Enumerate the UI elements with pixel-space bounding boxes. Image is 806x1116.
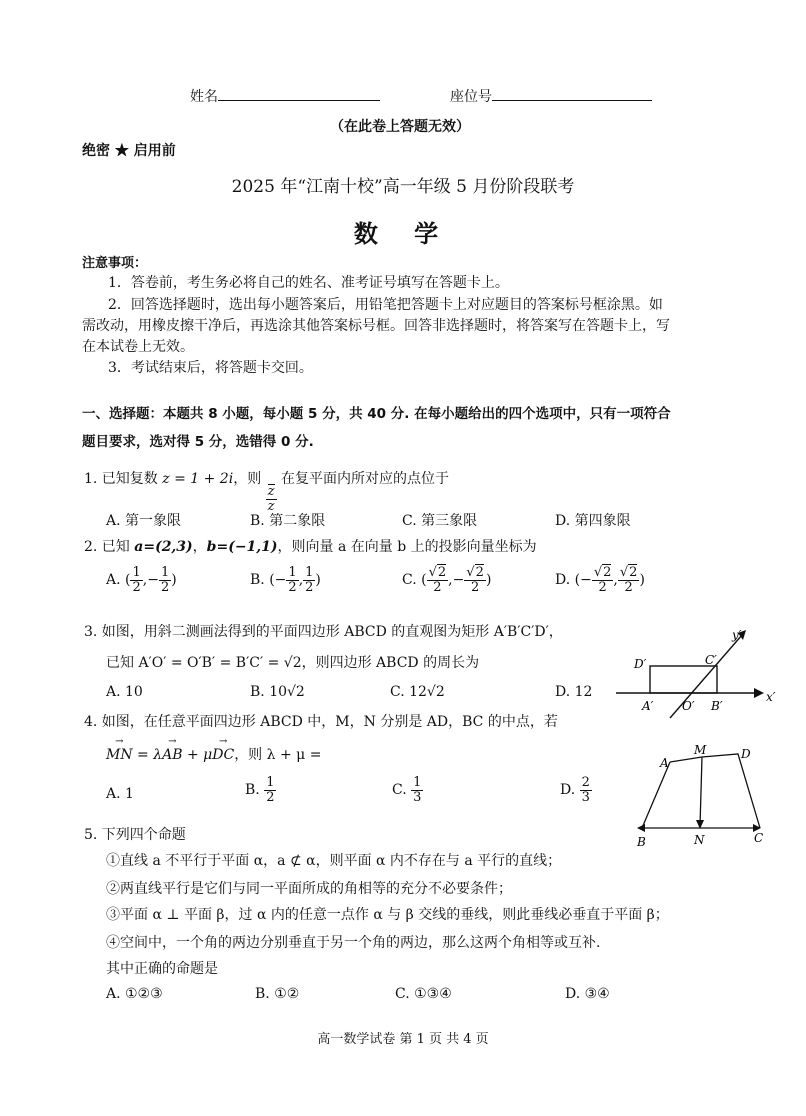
question-3-line1: 3. 如图，用斜二测画法得到的平面四边形 ABCD 的直观图为矩形 A′B′C′D′， [84, 624, 563, 640]
q5-statement: ③平面 α ⊥ 平面 β，过 α 内的任意一点作 α 与 β 交线的垂线，则此垂线必垂直于平面 β； [106, 907, 669, 923]
q1-fraction: $\frac{z}{z}$ [267, 484, 275, 514]
name-blank [218, 86, 380, 101]
q5-statement: ②两直线平行是它们与同一平面所成的角相等的充分不必要条件； [106, 881, 512, 897]
secret-mark: 绝密 ★ 启用前 [82, 143, 176, 159]
q3-option-a[interactable]: A. 10 [106, 684, 143, 700]
rectangle-abcd [650, 666, 717, 693]
q4-option-a[interactable]: A. 1 [106, 786, 134, 802]
label-x: x′ [766, 690, 776, 704]
question-5-title: 5. 下列四个命题 [84, 827, 186, 843]
label-m: M [694, 743, 707, 757]
y-axis [670, 635, 742, 718]
section-heading: 题目要求，选对得 5 分，选错得 0 分. [82, 434, 314, 450]
q1-option-c[interactable]: C. 第三象限 [402, 513, 478, 529]
q3-option-b[interactable]: B. 10√2 [250, 684, 305, 700]
name-label: 姓名 [190, 89, 218, 105]
label-b: B [637, 835, 646, 849]
q1-option-b[interactable]: B. 第二象限 [250, 513, 326, 529]
q4-figure [630, 742, 780, 852]
label-n: N [694, 833, 705, 847]
name-field [190, 86, 380, 106]
label-c: C′ [705, 653, 717, 667]
q2-option-a[interactable]: A. ( $\frac{1}{2}$ ,− $\frac{1}{2}$ ) [106, 565, 177, 595]
q1-option-d[interactable]: D. 第四象限 [555, 513, 631, 529]
side-ab [642, 762, 670, 828]
segment-mn [700, 757, 702, 826]
notice-item: 需改动，用橡皮擦干净后，再选涂其他答案标号框。回答非选择题时，将答案写在答题卡上，写 [82, 318, 670, 334]
arrow-b [637, 824, 645, 832]
question-2: 2. 已知 a=(2,3)，b=(−1,1)，则向量 a 在向量 b 上的投影向量坐标为 [84, 539, 537, 555]
q5-option-d[interactable]: D. ③④ [565, 986, 610, 1002]
q2-option-c[interactable]: C. ( $\frac{√2}{2}$ ,− $\frac{√2}{2}$ ) [402, 565, 492, 595]
q5-option-c[interactable]: C. ①③④ [395, 986, 452, 1002]
q4-option-d[interactable]: D. $\frac{2}{3}$ [560, 775, 590, 805]
quad-top-right [670, 754, 760, 828]
question-4-line1: 4. 如图，在任意平面四边形 ABCD 中，M，N 分别是 AD，BC 的中点，若 [84, 714, 558, 730]
notice-item: 2．回答选择题时，选出每小题答案后，用铅笔把答题卡上对应题目的答案标号框涂黑。如 [108, 297, 663, 313]
x-axis-arrow [754, 688, 764, 698]
label-y: y′ [732, 628, 742, 642]
invalid-note: （在此卷上答题无效） [330, 119, 470, 135]
q4-option-c[interactable]: C. $\frac{1}{3}$ [392, 775, 422, 805]
q3-option-c[interactable]: C. 12√2 [390, 684, 445, 700]
q2-vector-a: a=(2,3) [134, 539, 193, 555]
q1-z-expr: z = 1 + 2i [162, 471, 234, 487]
notice-item: 在本试卷上无效。 [82, 339, 194, 355]
label-c: C [754, 831, 764, 845]
q3-option-d[interactable]: D. 12 [555, 684, 593, 700]
question-1: 1. 已知复数 z = 1 + 2i，则 $\frac{z}{z}$ 在复平面内所对应的点位于 [84, 471, 449, 514]
label-d: D [741, 747, 751, 761]
label-o: O′ [682, 699, 695, 713]
q5-statement: ④空间中，一个角的两边分别垂直于另一个角的两边，那么这两个角相等或互补. [106, 935, 601, 951]
q3-figure [612, 622, 782, 722]
label-a: A [660, 756, 669, 770]
seat-blank [492, 86, 652, 101]
q2-vector-b: b=(−1,1) [206, 539, 278, 555]
seat-label: 座位号 [450, 89, 492, 105]
q4-option-b[interactable]: B. $\frac{1}{2}$ [245, 775, 275, 805]
q5-statement: ①直线 a 不平行于平面 α，a ⊄ α，则平面 α 内不存在与 a 平行的直线； [106, 853, 562, 869]
q1-option-a[interactable]: A. 第一象限 [106, 513, 182, 529]
question-3-line2: 已知 A′O′ = O′B′ = B′C′ = √2，则四边形 ABCD 的周长为 [106, 655, 480, 671]
q2-option-b[interactable]: B. (− $\frac{1}{2}$ , $\frac{1}{2}$ ) [250, 565, 321, 595]
page-footer: 高一数学试卷 第 1 页 共 4 页 [317, 1032, 489, 1047]
notice-title: 注意事项： [82, 256, 148, 271]
q5-option-a[interactable]: A. ①②③ [106, 986, 163, 1002]
label-d: D′ [634, 657, 647, 671]
label-b: B′ [711, 699, 723, 713]
q5-option-b[interactable]: B. ①② [255, 986, 300, 1002]
section-heading: 一、选择题：本题共 8 小题，每小题 5 分，共 40 分. 在每小题给出的四个选项中，只有一项符合 [82, 406, 671, 422]
label-a: A′ [642, 699, 654, 713]
notice-item: 1．答卷前，考生务必将自己的姓名、准考证号填写在答题卡上。 [108, 275, 509, 291]
subject-title: 数 学 [353, 219, 453, 248]
question-4-equation: → MN = λ→ AB + μ→ DC，则 λ + μ = [106, 744, 321, 764]
exam-title: 2025 年“江南十校”高一年级 5 月份阶段联考 [231, 177, 575, 197]
q5-ask: 其中正确的命题是 [106, 961, 218, 977]
q2-option-d[interactable]: D. (− $\frac{√2}{2}$ , $\frac{√2}{2}$ ) [555, 565, 645, 595]
notice-item: 3．考试结束后，将答题卡交回。 [108, 360, 313, 376]
seat-field [450, 86, 652, 106]
